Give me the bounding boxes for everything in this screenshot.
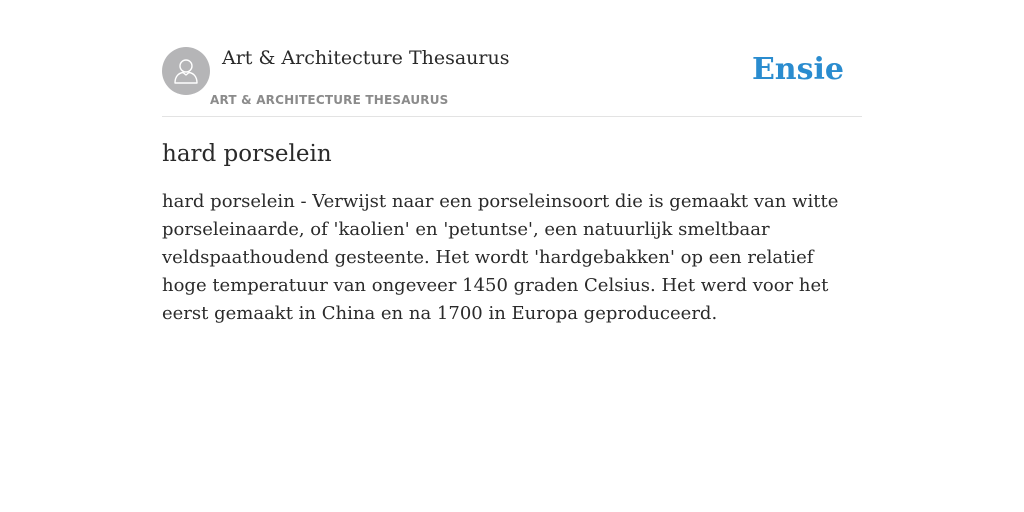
entry-term: hard porselein <box>162 141 332 167</box>
avatar[interactable] <box>162 47 210 95</box>
author-subtitle: ART & ARCHITECTURE THESAURUS <box>210 93 449 107</box>
entry-definition: hard porselein - Verwijst naar een porseleinsoort die is gemaakt van witte porseleinaarde, of 'kaolien' en 'petuntse', een natuurlijk smeltbaar veldspaathoudend gesteente. Het wordt 'hardgebakken' op een relatief hoge temperatuur van ongeveer 1450 graden Celsius. Het werd voor het eerst gemaakt in China en na 1700 in Europa geproduceerd. <box>162 191 839 324</box>
user-icon <box>171 56 201 86</box>
author-title[interactable]: Art & Architecture Thesaurus <box>222 47 510 69</box>
entry-content <box>162 138 862 328</box>
header <box>162 46 862 117</box>
brand-logo[interactable]: Ensie <box>751 52 844 87</box>
